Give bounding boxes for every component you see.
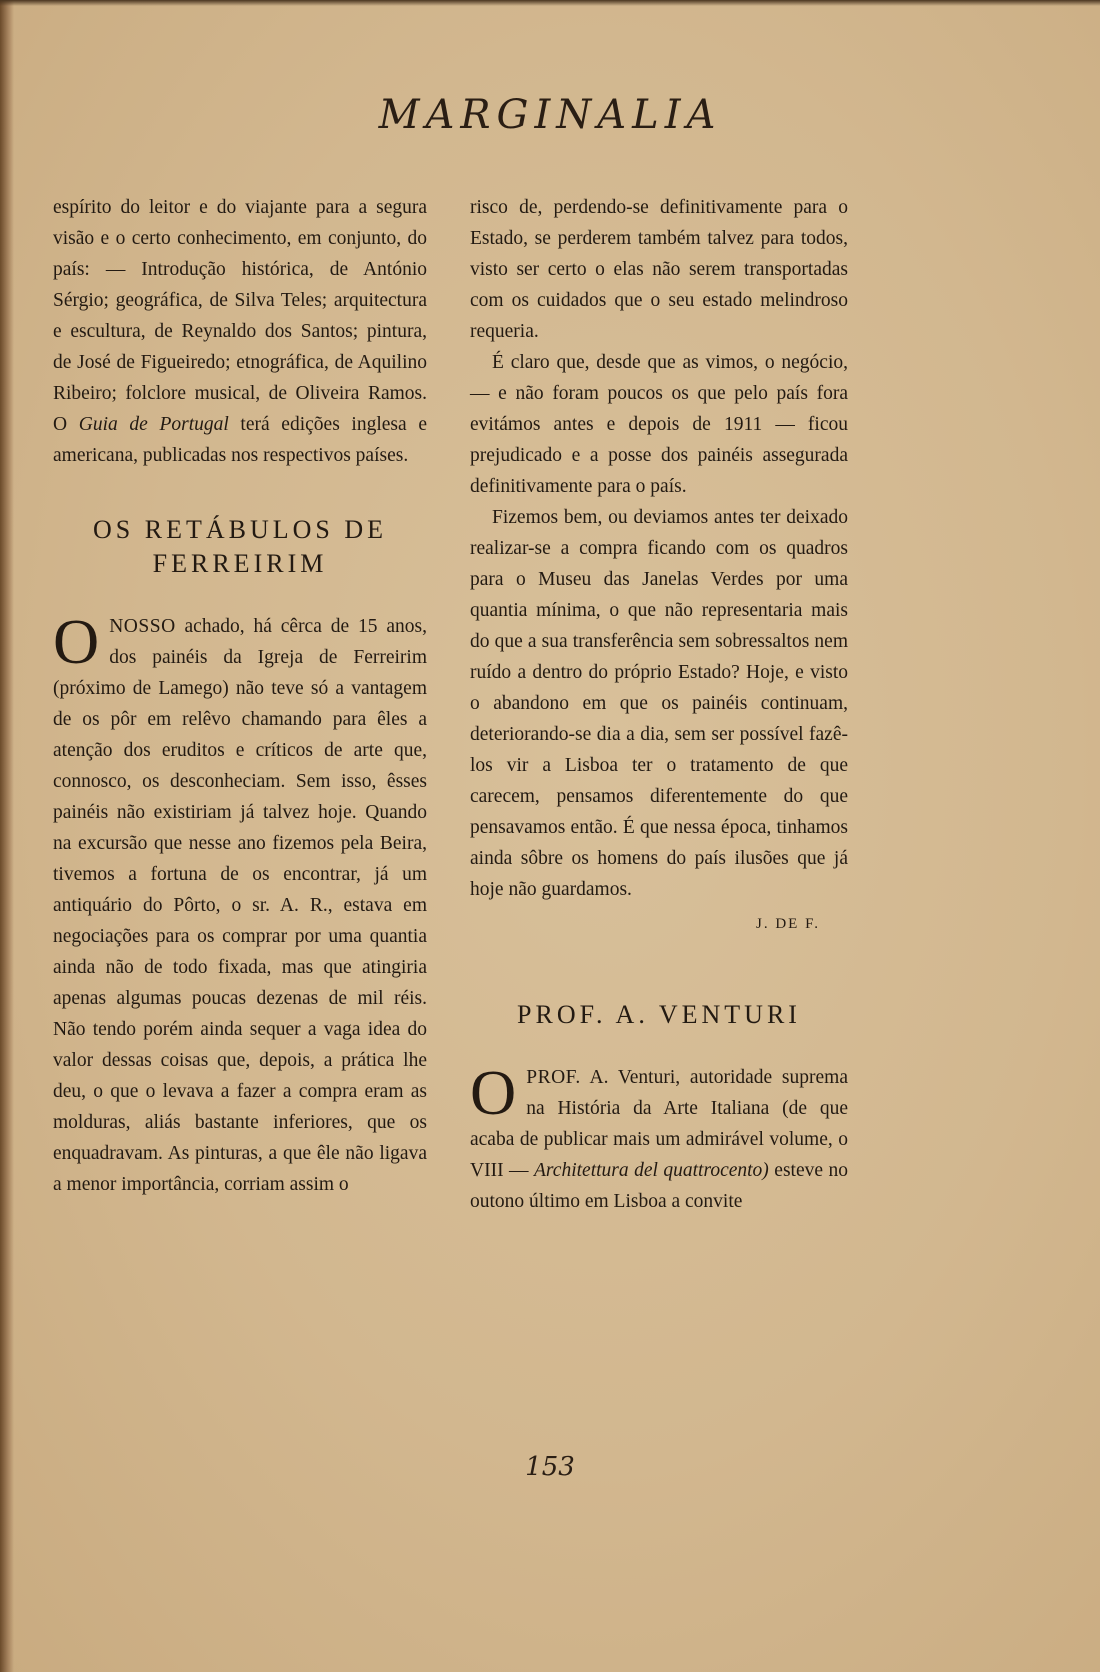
section-heading-retabulos [53, 513, 427, 581]
intro-text: espírito do leitor e do viajante para a segura visão e o certo conhecimento, em conjunto, do país: — Introdução histórica, de António Sérgio; geográfica, de Silva Teles; arquitectura e escultura, de Reynaldo dos Santos; pintura, de José de Figueiredo; etnográfica, de Aquilino Ribeiro; folclore musical, de Oliveira Ramos. O [53, 197, 427, 435]
article-body-venturi [470, 1057, 848, 1217]
venturi-text-end: esteve no outono último em Lisboa a convite [470, 1160, 848, 1212]
body-text: achado, há cêrca de 15 anos, dos painéis da Igreja de Ferreirim (próximo de Lamego) não teve só a vantagem de os pôr em relêvo chamando para êles a atenção dos eruditos e críticos de arte que, connosco, os desconheciam. Sem isso, êsses painéis não existiriam já talvez hoje. Quando na excursão que nesse ano fizemos pela Beira, tivemos a fortuna de os encontrar, já um antiquário do Pôrto, o sr. A. R., estava em negociações para os comprar por uma quantia ainda não de todo fixada, mas que atingiria apenas algumas poucas dezenas de mil réis. Não tendo porém ainda sequer a vaga idea do valor dessas coisas que, depois, a prática lhe deu, o que o levava a fazer a compra eram as molduras, aliás bastante inferiores, que os enquadravam. As pinturas, a que êle não ligava a menor importância, corriam assim o [53, 616, 427, 1195]
heading-line-2: FERREIRIM [152, 549, 328, 578]
drop-cap: O [470, 1057, 517, 1128]
guide-title: Guia de Portugal [78, 414, 229, 435]
lead-word: PROF. [526, 1067, 581, 1088]
intro-text-end: terá edições inglesa e americana, publicadas nos respectivos países. [53, 414, 427, 466]
paragraph-risco: risco de, perdendo-se definitivamente para o Estado, se perderem também talvez para todos, visto ser certo o elas não serem transportadas com os cuidados que o seu estado melindroso requeria. [470, 197, 848, 342]
left-column [53, 192, 427, 1200]
book-title: Architettura del quattrocento) [534, 1160, 769, 1181]
running-title: MARGINALIA [378, 92, 722, 138]
body-paragraph [53, 606, 427, 1200]
page-number: 153 [525, 1452, 575, 1482]
paragraph-fizemos: Fizemos bem, ou deviamos antes ter deixado realizar-se a compra ficando com os quadros para o Museu das Janelas Verdes por uma quantia mínima, o que não representaria mais do que a sua transferência sem sobressaltos nem ruído a dentro do próprio Estado? Hoje, e visto o abandono em que os painéis continuam, deteriorando-se dia a dia, sem ser possível fazê-los vir a Lisboa ter o tratamento de que carecem, pensamos diferentemente do que pensavamos então. É que nessa época, tinhamos ainda sôbre os homens do país ilusões que já hoje não guardamos. [470, 507, 848, 900]
heading-line-1: OS RETÁBULOS DE [92, 515, 387, 544]
page-top-edge [0, 0, 1100, 6]
venturi-text: A. Venturi, autoridade suprema na História da Arte Italiana (de que acaba de publicar mais um admirável volume, o VIII — [470, 1067, 848, 1181]
section-heading-venturi: PROF. A. VENTURI [517, 1000, 801, 1029]
intro-paragraph [53, 192, 427, 471]
right-column [470, 192, 848, 1217]
author-signature: J. DE F. [756, 916, 820, 932]
venturi-paragraph [470, 1057, 848, 1217]
article-body-retabulos [53, 606, 427, 1200]
page-edge-shadow [0, 0, 14, 1672]
lead-word: NOSSO [109, 616, 176, 637]
drop-cap: O [53, 606, 100, 677]
paragraph-claro: É claro que, desde que as vimos, o negócio, — e não foram poucos os que pelo país fora evitámos antes e depois de 1911 — ficou prejudicado e a posse dos painéis assegurada definitivamente para o país. [470, 352, 848, 497]
